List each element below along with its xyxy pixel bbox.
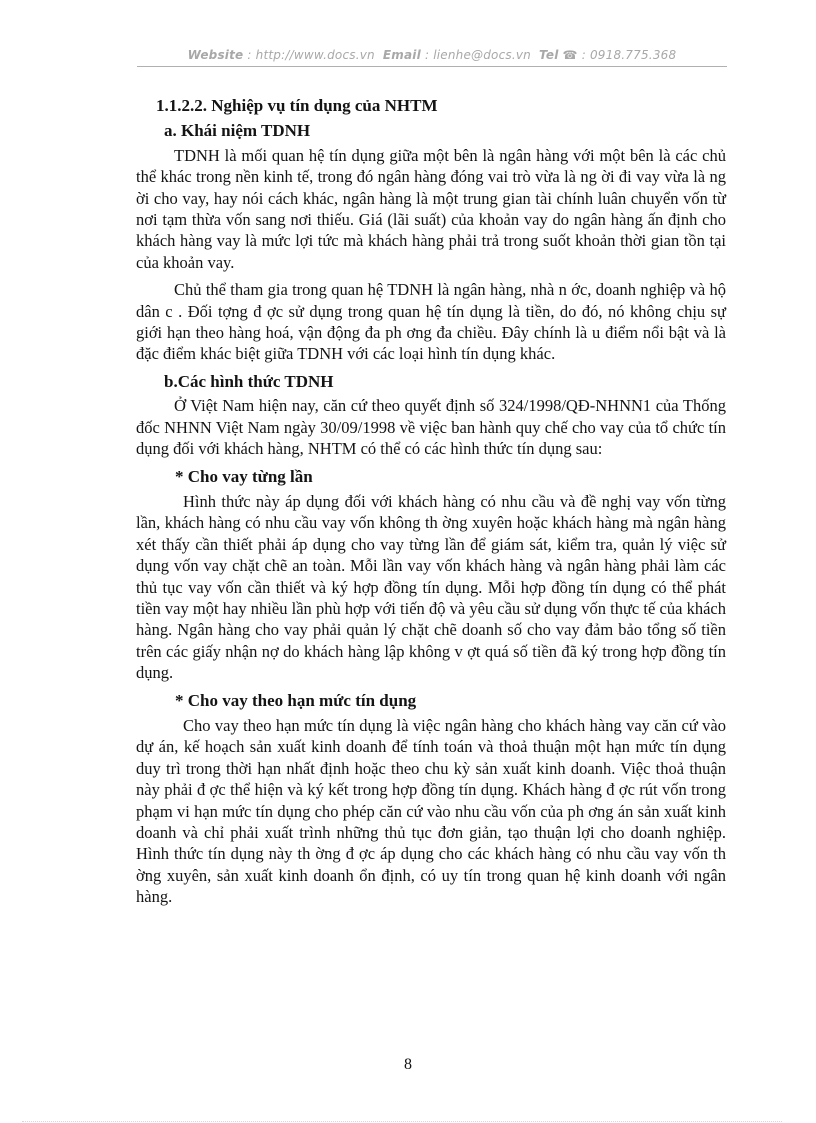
- email-value: : lienhe@docs.vn: [424, 48, 531, 62]
- subsection-a-title: a. Khái niệm TDNH: [164, 121, 311, 141]
- header-divider: [137, 66, 727, 67]
- item-1-text: Hình thức này áp dụng đối với khách hàng có nhu cầu và đề nghị vay vốn từng lần, khách hàng có nhu cầu vay vốn không th ờng xuyên hoặc khách hàng mà ngân hàng xét thấy cần thiết phải áp dụng cho vay từng lần để giám sát, kiểm tra, quản lý việc sử dụng vốn vay chặt chẽ an toàn. Mỗi lần vay vốn khách hàng và ngân hàng phải làm các thủ tục vay vốn cần thiết và ký hợp đồng tín dụng. Mỗi hợp đồng tín dụng có thể phát tiền vay một hay nhiều lần phù hợp với tiến độ và yêu cầu sử dụng vốn thực tế của khách hàng. Ngân hàng cho vay phải quản lý chặt chẽ doanh số cho vay đảm bảo tổng số tiền trên các giấy nhận nợ do khách hàng lập không v ợt quá số tiền đã ký trong hợp đồng tín dụng.: [136, 491, 726, 683]
- subsection-b-paragraph-1: Ở Việt Nam hiện nay, căn cứ theo quyết định số 324/1998/QĐ-NHNN1 của Thống đốc NHNN Việt Nam ngày 30/09/1998 về việc ban hành quy chế cho vay của tổ chức tín dụng đối với khách hàng, NHTM có thể có các hình thức tín dụng sau:: [136, 396, 726, 459]
- subsection-a-paragraph-2: Chủ thể tham gia trong quan hệ TDNH là ngân hàng, nhà n ớc, doanh nghiệp và hộ dân c . Đối tợng đ ợc sử dụng trong quan hệ tín dụng là tiền, do đó, nó không chịu sự giới hạn theo hàng hoá, vận động đa ph ơng đa chiều. Đây chính là u điểm nổi bật và là đặc điểm khác biệt giữa TDNH với các loại hình tín dụng khác.: [136, 280, 726, 364]
- page-number: 8: [404, 1056, 412, 1073]
- section-title: 1.1.2.2. Nghiệp vụ tín dụng của NHTM: [156, 96, 438, 115]
- subsection-a-paragraph-1: TDNH là mối quan hệ tín dụng giữa một bên là ngân hàng với một bên là các chủ thể khác trong nền kinh tế, trong đó ngân hàng đóng vai trò vừa là ng ời đi vay vừa là ng ời cho vay, hay nói cách khác, ngân hàng là một trung gian tài chính luân chuyển vốn từ nơi tạm thừa vốn sang nơi thiếu. Giá (lãi suất) của khoản vay do ngân hàng ấn định cho khách hàng vay là mức lợi tức mà khách hàng phải trả trong suốt khoản thời gian tồn tại của khoản vay.: [136, 145, 726, 272]
- item-2-text: Cho vay theo hạn mức tín dụng là việc ngân hàng cho khách hàng vay căn cứ vào dự án, kế hoạch sản xuất kinh doanh để tính toán và thoả thuận một hạn mức tín dụng duy trì trong thời hạn nhất định hoặc theo chu kỳ sản xuất kinh doanh. Việc thoả thuận này phải đ ợc thể hiện và ký kết trong hợp đồng tín dụng. Khách hàng đ ợc rút vốn trong phạm vi hạn mức tín dụng cho phép căn cứ vào nhu cầu vốn của ph ơng án sản xuất kinh doanh và chỉ phải xuất trình những thủ tục đơn giản, tạo thuận lợi cho doanh nghiệp. Hình thức tín dụng này th ờng đ ợc áp dụng cho các khách hàng có nhu cầu vay vốn th ờng xuyên, sản xuất kinh doanh ổn định, có uy tín trong quan hệ kinh doanh với ngân hàng.: [136, 715, 726, 907]
- item-2-title: * Cho vay theo hạn mức tín dụng: [175, 690, 417, 710]
- website-value: : http://www.docs.vn: [247, 48, 375, 62]
- document-body: [136, 95, 726, 914]
- tel-value: ☎ : 0918.775.368: [562, 48, 677, 62]
- item-1-title: * Cho vay từng lần: [175, 466, 313, 486]
- tel-label: Tel: [539, 48, 559, 62]
- subsection-b-title: b.Các hình thức TDNH: [164, 371, 334, 391]
- page-header: [137, 48, 727, 62]
- page-bottom-divider: [22, 1121, 782, 1122]
- website-label: Website: [187, 48, 244, 62]
- email-label: Email: [382, 48, 421, 62]
